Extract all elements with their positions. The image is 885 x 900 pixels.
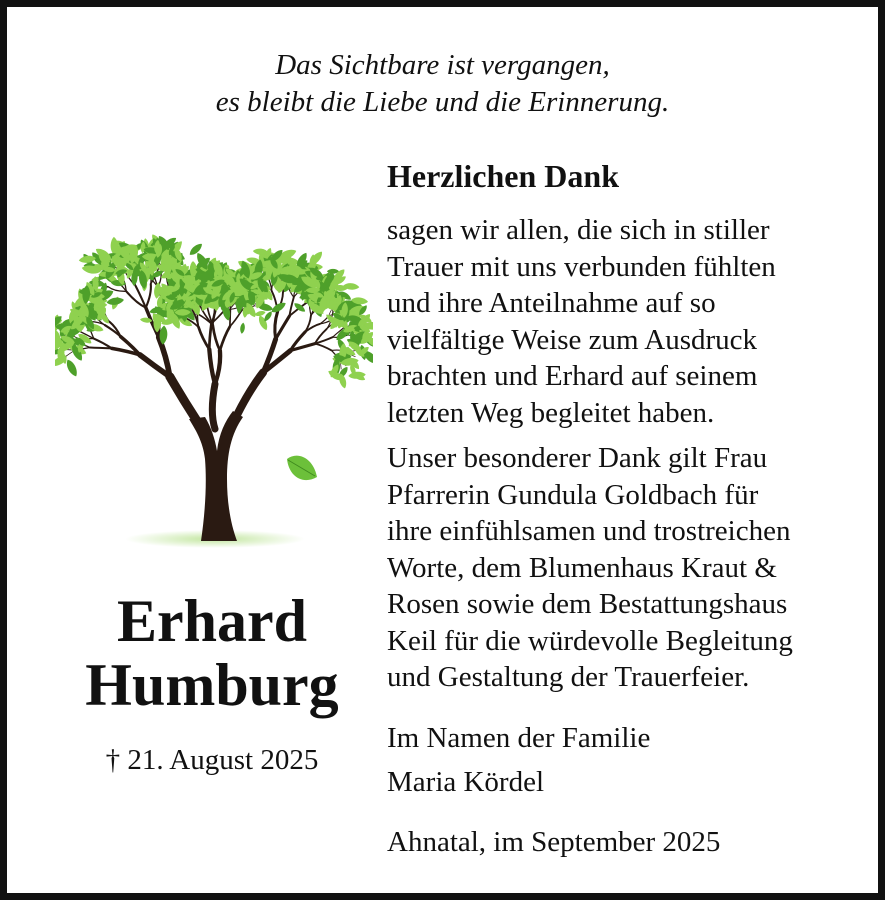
tree-branch [237, 372, 263, 415]
tree-branch [209, 349, 215, 384]
tree-branch [213, 325, 220, 350]
paragraph-line: Worte, dem Blumenhaus Kraut & [387, 551, 777, 584]
thanks-paragraph-2 [387, 440, 867, 696]
paragraph-line: brachten und Erhard auf seinem [387, 360, 758, 392]
signature [387, 716, 867, 804]
paragraph-line: Keil für die würdevolle Begleitung [387, 624, 793, 657]
paragraph-line: vielfältige Weise zum Ausdruck [387, 323, 758, 356]
tree-branch [199, 327, 210, 349]
paragraph-line: und Gestaltung der Trauerfeier. [387, 661, 750, 693]
tree-leaf [239, 322, 245, 334]
tree-branch [315, 344, 332, 351]
thanks-block [387, 155, 867, 860]
tree-branch [209, 323, 211, 349]
paragraph-line: und ihre Anteilnahme auf so [387, 287, 716, 319]
paragraph-line: letzten Weg begleitet haben. [387, 396, 715, 429]
tree-branch [90, 348, 112, 349]
paragraph-line: ihre einfühlsamen und trostreichen [387, 515, 791, 547]
first-name: Erhard [116, 588, 308, 654]
tree-branch [276, 316, 290, 339]
paragraph-line: Unser besonderer Dank gilt Frau [387, 442, 768, 474]
motto-quote [7, 47, 878, 121]
paragraph-line: sagen wir allen, die sich in stiller [387, 214, 770, 246]
motto-line-1: Das Sichtbare ist vergangen, [275, 49, 610, 81]
tree-branch [215, 350, 220, 384]
death-date: † 21. August 2025 [105, 744, 319, 776]
place-date: Ahnatal, im September 2025 [387, 825, 721, 858]
thanks-paragraph-1 [387, 212, 867, 431]
signature-line-2: Maria Kördel [387, 765, 545, 798]
paragraph-line: Rosen sowie dem Bestattungshaus [387, 588, 788, 620]
signature-line-1: Im Namen der Familie [387, 721, 651, 754]
tree-illustration [55, 229, 373, 559]
tree-branch [230, 311, 242, 327]
last-name: Humburg [85, 652, 339, 718]
deceased-name [37, 589, 387, 717]
tree-branch [220, 326, 230, 350]
tree-branch [170, 377, 197, 421]
paragraph-line: Trauer mit uns verbunden fühlten [387, 250, 776, 283]
paragraph-line: Pfarrerin Gundula Goldbach für [387, 478, 759, 511]
thanks-heading: Herzlichen Dank [387, 158, 619, 194]
motto-line-2: es bleibt die Liebe und die Erinnerung. [215, 86, 670, 118]
tree-leaf [64, 358, 79, 378]
tree-branch [212, 384, 215, 429]
